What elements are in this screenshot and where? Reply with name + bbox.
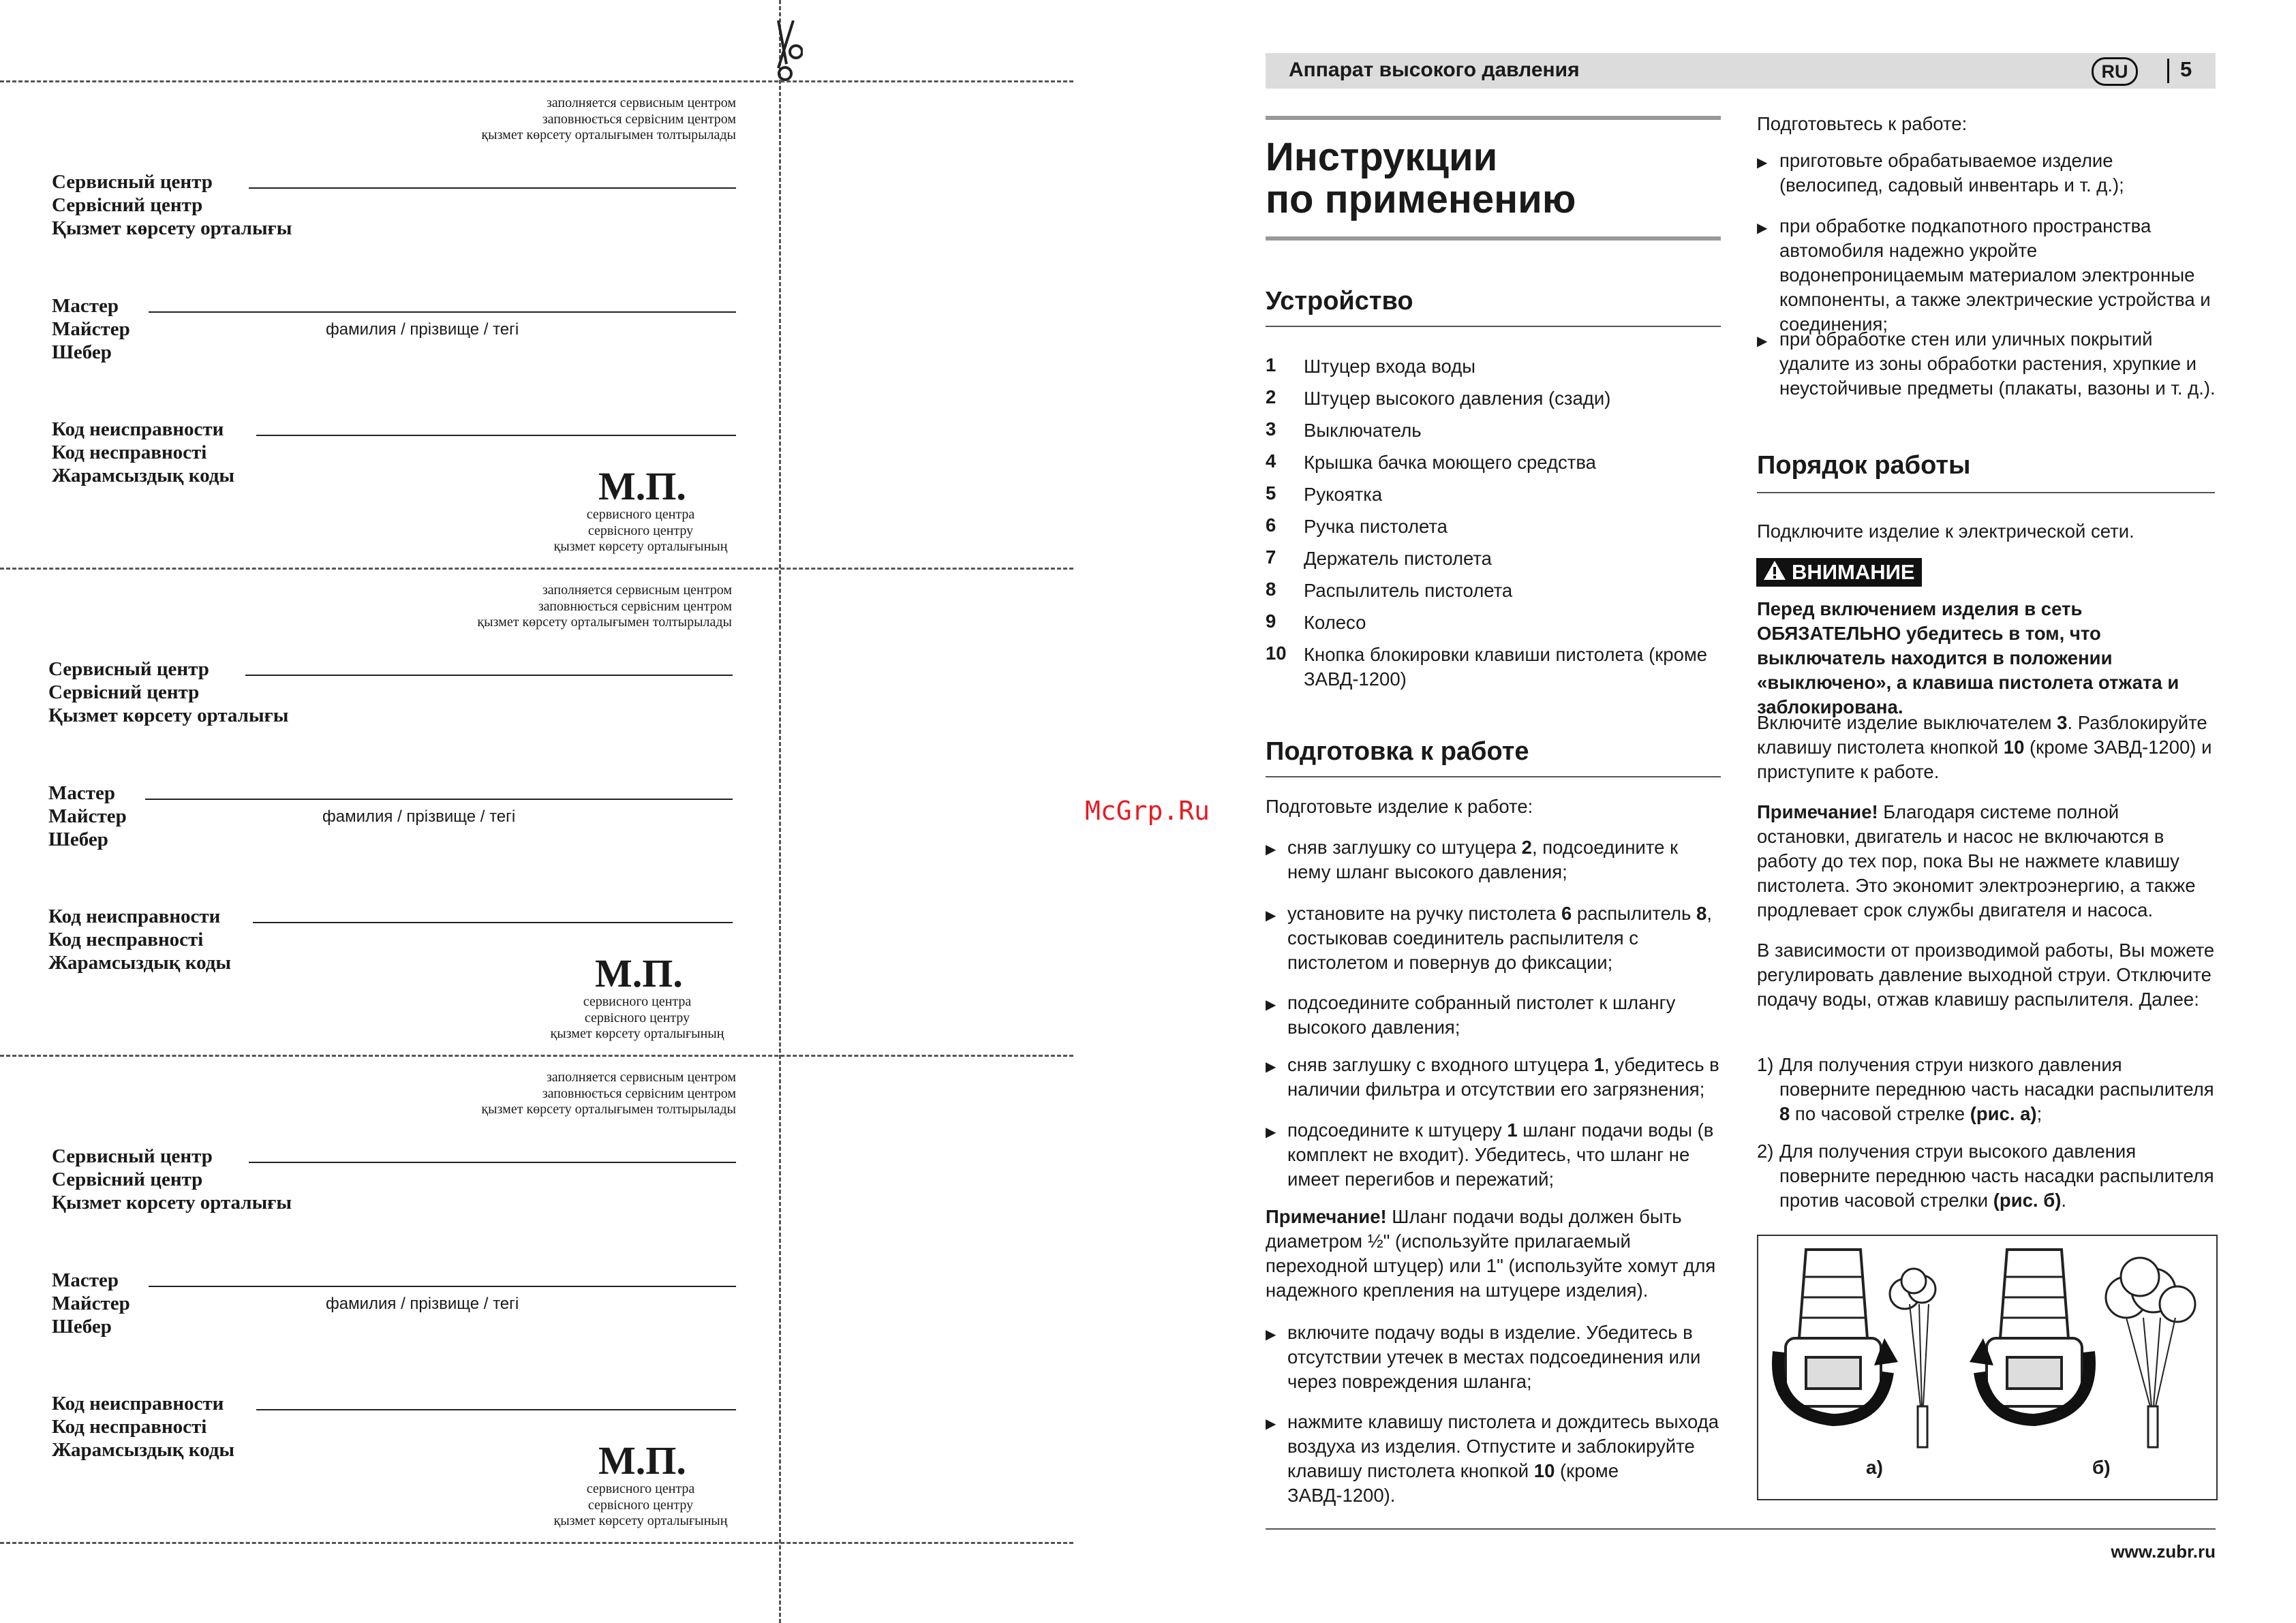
page-title: Инструкции по применению [1266,135,1576,221]
service-center-label: Сервисный центр Сервісний центр Қызмет көрсету орталығы [48,658,289,726]
footer-rule [1266,1528,2216,1530]
footer-url[interactable]: www.zubr.ru [2111,1541,2216,1562]
prep-step: подсоедините к штуцеру 1 шланг подачи воды (в комплект не входит). Убедитесь, что шланг не имеет перегибов и пережатий; [1287,1119,1714,1190]
order-p1: Подключите изделие к электрической сети. [1757,521,2134,542]
bullet-icon: ▶ [1266,1060,1276,1075]
fault-code-label: Код неисправности Код несправності Жарамсыздық коды [52,418,235,486]
warning-badge: ВНИМАНИЕ [1756,558,1922,587]
name-caption: фамилия / прізвище / тегі [322,807,516,826]
order-heading: Порядок работы [1757,451,1971,480]
order-p2: Включите изделие выключателем 3. Разблокируйте клавишу пистолета кнопкой 10 (кроме ЗАВД-1200) и приступите к работе. [1757,712,2212,782]
list-item-number: 1 [1266,354,1276,375]
order-heading-rule [1757,492,2215,493]
list-item: Кнопка блокировки клавиши пистолета (кроме ЗАВД-1200) [1304,644,1708,690]
list-item: Штуцер входа воды [1304,356,1476,377]
master-label: Мастер Майстер Шебер [48,782,127,850]
watermark: McGrp.Ru [1085,796,1210,826]
bullet-icon: ▶ [1266,908,1276,923]
list-item: Ручка пистолета [1304,516,1448,537]
list-item-number: 3 [1266,418,1276,439]
list-item: Распылитель пистолета [1304,580,1513,601]
nozzle-figure [1757,1235,2218,1500]
vertical-cut-line [779,0,781,1623]
figure-b-label: б) [2092,1457,2111,1478]
list-item: Выключатель [1304,420,1422,441]
service-center-field[interactable] [249,187,736,189]
prep-intro: Подготовьте изделие к работе: [1266,796,1533,817]
master-field[interactable] [149,311,736,313]
list-item-number: 5 [1266,482,1276,504]
order-note: Примечание! Благодаря системе полной остановки, двигатель и насос не включаются в работу до тех пор, пока Вы не нажмете клавишу пистолета. Это экономит электроэнергию, а также продлевает срок службы двигателя и насоса. [1757,801,2196,921]
nozzle-b-drawing [1970,1250,2195,1447]
header-bar [1266,53,2216,89]
header-title: Аппарат высокого давления [1289,59,1580,81]
bullet-icon: ▶ [1757,155,1768,170]
device-heading-rule [1266,326,1721,327]
prep-step: сняв заглушку со штуцера 2, подсоедините к нему шланг высокого давления; [1287,837,1679,882]
service-coupon-2 [0,569,777,1046]
list-item: Штуцер высокого давления (сзади) [1304,388,1611,409]
list-item: Держатель пистолета [1304,548,1492,569]
list-item-number: 8 [1266,578,1276,600]
stamp-note: сервисного центра сервісного центру қызмет көрсету орталығының [550,994,724,1041]
stamp-mark: М.П. [598,464,686,508]
prep2-step: приготовьте обрабатываемое изделие (велосипед, садовый инвентарь и т. д.); [1779,150,2124,196]
name-caption: фамилия / прізвище / тегі [326,320,519,339]
order-p3: В зависимости от производимой работы, Вы можете регулировать давление выходной струи. Отключите подачу воды, отжав клавишу распылителя. Далее: [1757,940,2215,1010]
lang-badge: RU [2092,57,2138,86]
fill-note: заполняется сервисным центром заповнюється сервісним центром қызмет көрсету орталығымен толтырылады [477,583,732,630]
service-center-field[interactable] [245,675,733,676]
service-center-field[interactable] [249,1162,736,1163]
service-coupon-3 [0,1056,777,1533]
order-step: Для получения струи низкого давления поверните переднюю часть насадки распылителя 8 по часовой стрелке (рис. а); [1779,1054,2214,1124]
stamp-mark: М.П. [595,951,683,995]
warning-icon [1763,559,1786,588]
prep-step: сняв заглушку с входного штуцера 1, убедитесь в наличии фильтра и отсутствии его загрязнения; [1287,1054,1719,1100]
master-label: Мастер Майстер Шебер [52,1269,130,1338]
list-item: Рукоятка [1304,484,1383,505]
service-center-label: Сервисный центр Сервісний центр Қызмет көрсету орталығы [52,171,292,239]
fault-code-label: Код неисправности Код несправності Жарамсыздық коды [48,906,232,974]
figure-a-label: а) [1866,1457,1883,1478]
order-step: Для получения струи высокого давления поверните переднюю часть насадки распылителя против часовой стрелки (рис. б). [1779,1141,2214,1211]
stamp-note: сервисного центра сервісного центру қызмет көрсету орталығының [553,507,728,554]
step-number: 1) [1757,1054,1774,1075]
prep-step: установите на ручку пистолета 6 распылитель 8, состыковав соединитель распылителя с пистолетом и повернув до фиксации; [1287,903,1712,973]
prep2-step: при обработке стен или уличных покрытий удалите из зоны обработки растения, хрупкие и неустойчивые предметы (плакаты, вазоны и т. д.). [1779,328,2216,399]
list-item-number: 4 [1266,450,1276,472]
nozzle-illustration [1758,1236,2216,1499]
bullet-icon: ▶ [1266,1327,1276,1342]
prep-step: подсоедините собранный пистолет к шлангу высокого давления; [1287,992,1676,1038]
master-field[interactable] [145,799,733,800]
bullet-icon: ▶ [1757,334,1768,349]
stamp-note: сервисного центра сервісного центру қызмет көрсету орталығының [553,1481,728,1528]
prep-note: Примечание! Шланг подачи воды должен быть диаметром ½" (используйте прилагаемый переходной штуцер) или 1" (используйте хомут для надежного крепления на штуцере изделия). [1266,1206,1716,1301]
title-top-rule [1266,116,1721,120]
bullet-icon: ▶ [1266,998,1276,1013]
step-number: 2) [1757,1141,1774,1162]
list-item-number: 2 [1266,386,1276,407]
bullet-icon: ▶ [1266,1417,1276,1432]
list-item-number: 9 [1266,610,1276,632]
name-caption: фамилия / прізвище / тегі [326,1295,519,1313]
fault-code-field[interactable] [256,1409,736,1410]
prep-step: включите подачу воды в изделие. Убедитесь в отсутствии утечек в местах подсоединения или через повреждения шланга; [1287,1322,1701,1392]
service-coupon-1 [0,82,777,559]
fault-code-field[interactable] [253,922,733,923]
bullet-icon: ▶ [1757,221,1768,236]
prep2-intro: Подготовьтесь к работе: [1757,113,1968,134]
prep-step: нажмите клавишу пистолета и дождитесь выхода воздуха из изделия. Отпустите и заблокируйте клавишу пистолета кнопкой 10 (кроме ЗАВД-1200). [1287,1411,1719,1506]
bullet-icon: ▶ [1266,1125,1276,1140]
prep-heading-rule [1266,776,1721,777]
page-number: 5 [2180,57,2192,81]
list-item: Колесо [1304,612,1366,633]
stamp-mark: М.П. [598,1438,686,1483]
list-item-number: 10 [1266,643,1287,664]
scissors-icon [769,20,803,86]
master-field[interactable] [149,1286,736,1287]
list-item: Крышка бачка моющего средства [1304,452,1596,473]
header-separator [2167,59,2169,83]
fill-note: заполняется сервисным центром заповнюється сервісним центром қызмет көрсету орталығымен толтырылады [481,95,736,142]
list-item-number: 6 [1266,514,1276,536]
device-heading: Устройство [1266,287,1413,315]
service-center-label: Сервисный центр Сервісний центр Қызмет корсету орталығы [52,1145,292,1214]
prep2-step: при обработке подкапотного пространства автомобиля надежно укройте водонепроницаемым материалом электронные компоненты, а также электрические устройства и соединения; [1779,215,2211,335]
prep-heading: Подготовка к работе [1266,737,1529,766]
warning-text: Перед включением изделия в сеть ОБЯЗАТЕЛЬНО убедитесь в том, что выключатель находится в положении «выключено», а клавиша пистолета отжата и заблокирована. [1757,598,2179,717]
fault-code-label: Код неисправности Код несправності Жарамсыздық коды [52,1393,235,1461]
title-bottom-rule [1266,236,1721,241]
fault-code-field[interactable] [256,435,736,436]
list-item-number: 7 [1266,546,1276,568]
nozzle-a-drawing [1778,1250,1935,1447]
fill-note: заполняется сервисным центром заповнюється сервісним центром қызмет көрсету орталығымен толтырылады [481,1070,736,1117]
bullet-icon: ▶ [1266,842,1276,857]
master-label: Мастер Майстер Шебер [52,295,130,363]
cut-line-4 [0,1542,1073,1544]
